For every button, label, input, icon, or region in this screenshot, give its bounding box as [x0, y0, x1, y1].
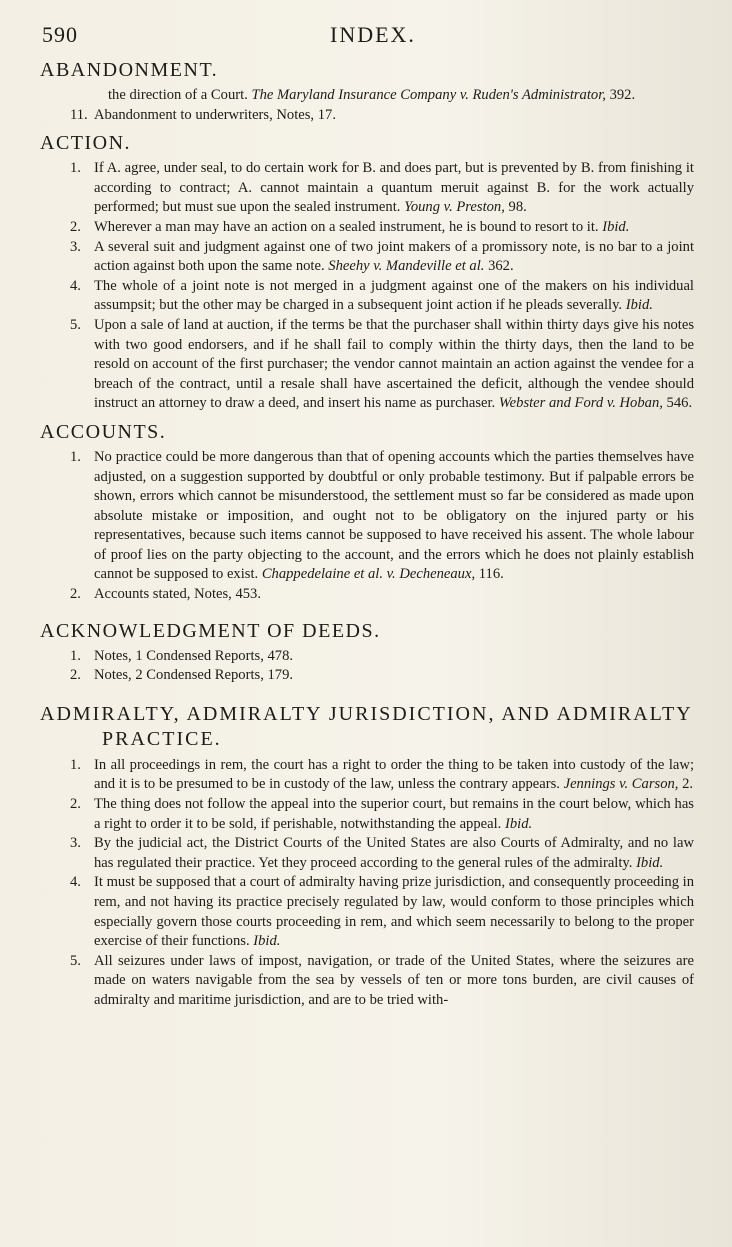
section-heading: ACTION.: [40, 132, 132, 155]
index-entry: [68, 218, 694, 238]
case-citation: Young v. Preston,: [404, 199, 505, 216]
entry-text: Abandonment to underwriters, Notes, 17.: [94, 106, 336, 123]
section-heading: [40, 702, 694, 752]
entry-number: 2.: [70, 796, 81, 813]
index-entry: [68, 106, 694, 126]
entry-text: By the judicial act, the District Courts of the United States are also Courts of Admiralty, and no law has regulated their practice. Yet they proceed according to the general rules of the admiralty.: [94, 835, 694, 871]
heading-line-2: PRACTICE.: [102, 727, 222, 750]
case-citation: Ibid.: [625, 297, 653, 314]
running-title: INDEX.: [330, 22, 416, 47]
page-ref: 362.: [488, 258, 514, 275]
index-entry: [68, 277, 694, 316]
page-ref: 546.: [666, 395, 693, 412]
entry-text: Notes, 2 Condensed Reports, 179.: [94, 667, 294, 684]
section-action: [40, 131, 694, 414]
section-abandonment: [40, 58, 694, 125]
index-entry: [68, 756, 694, 795]
index-entry: [68, 666, 694, 686]
page-ref: 116.: [478, 566, 504, 583]
continued-entry: [68, 86, 694, 106]
index-entry: [68, 795, 694, 834]
entry-number: 5.: [70, 952, 81, 969]
entry-number: 2.: [70, 218, 81, 235]
case-citation: Ibid.: [636, 854, 664, 871]
entry-text: the direction of a Court.: [108, 87, 248, 103]
running-head: [40, 18, 694, 52]
index-entry: [68, 159, 694, 218]
entry-number: 1.: [70, 160, 81, 177]
entry-text: It must be supposed that a court of admiralty having prize jurisdiction, and consequently proceeding in rem, and not having its practice precisely regulated by law, would conform to those principles which especially govern those courts proceeding in rem, and which seem necessarily to belong to the proper exercise of their functions.: [94, 874, 694, 950]
section-accounts: [40, 420, 694, 605]
entry-number: 3.: [70, 835, 81, 852]
entry-text: Notes, 1 Condensed Reports, 478.: [94, 647, 294, 664]
entry-text: The whole of a joint note is not merged in a judgment against one of the makers on his individual assumpsit; but the other may be charged in a subsequent joint action if he pleads severally.: [94, 277, 694, 314]
entry-text: Wherever a man may have an action on a sealed instrument, he is bound to resort to it.: [94, 218, 599, 235]
entry-text: A several suit and judgment against one of two joint makers of a promissory note, is no bar to a joint action against both upon the same note.: [94, 238, 694, 275]
entry-number: 2.: [70, 586, 81, 603]
index-entry: [68, 316, 694, 414]
case-citation: Sheehy v. Mandeville et al.: [328, 258, 485, 275]
entry-text: The thing does not follow the appeal into the superior court, but remains in the court below, which has a right to order it to be sold, if perishable, notwithstanding the appeal.: [94, 796, 694, 832]
case-citation: Ibid.: [504, 815, 533, 832]
entry-number: 2.: [70, 667, 81, 684]
index-entry: [68, 834, 694, 873]
section-heading: ACKNOWLEDGMENT OF DEEDS.: [40, 619, 381, 642]
index-entry: [68, 873, 694, 951]
entry-number: 4.: [70, 874, 81, 891]
entry-number: 5.: [70, 316, 81, 333]
entry-number: 1.: [70, 756, 81, 773]
page-ref: 2.: [682, 776, 694, 793]
page-ref: 98.: [508, 199, 527, 216]
entry-text: Accounts stated, Notes, 453.: [94, 586, 261, 603]
heading-line-1: ADMIRALTY, ADMIRALTY JURISDICTION, AND ADMIRALTY: [40, 702, 693, 725]
case-citation: Ibid.: [602, 218, 630, 235]
case-citation: The Maryland Insurance Company v. Ruden's Administrator,: [251, 87, 606, 103]
index-entry: [68, 238, 694, 277]
index-entry: [68, 448, 694, 585]
entry-number: 3.: [70, 238, 81, 255]
case-citation: Webster and Ford v. Hoban,: [498, 395, 663, 412]
case-citation: Jennings v. Carson,: [563, 776, 679, 793]
entry-text: No practice could be more dangerous than that of opening accounts which the parties themselves have adjusted, on a suggestion supported by doubtful or only probable testimony. But if palpable errors be shown, errors which cannot be misunderstood, the settlement must so far be considered as made upon absolute mistake or imposition, and ought not to be obligatory on the injured party or his representatives, because such items cannot be supposed to have received his assent. The whole labour of proof lies on the party objecting to the account, and the errors which he does not plainly establish cannot be supposed to exist.: [94, 448, 694, 583]
section-heading: ABANDONMENT.: [40, 59, 219, 81]
case-citation: Chappedelaine et al. v. Decheneaux,: [261, 566, 476, 583]
entry-number: 1.: [70, 647, 81, 664]
case-citation: Ibid.: [253, 933, 281, 950]
section-acknowledgment: [40, 619, 694, 686]
entry-text: If A. agree, under seal, to do certain work for B. and does part, but is prevented by B. from finishing it according to contract; A. cannot maintain a quantum meruit against B. for the work actually performed; but must sue upon the sealed instrument.: [94, 160, 694, 216]
entry-text: All seizures under laws of impost, navigation, or trade of the United States, where the seizures are made on waters navigable from the sea by vessels of ten or more tons burden, are civil causes of admiralty and maritime jurisdiction, and are to be tried with-: [94, 952, 694, 1008]
section-admiralty: [40, 702, 694, 1011]
entry-text: In all proceedings in rem, the court has a right to order the thing to be taken into custody of the law; and it is to be presumed to be in custody of the law, unless the contrary appears.: [94, 756, 694, 793]
section-heading: ACCOUNTS.: [40, 420, 167, 443]
entry-number: 4.: [70, 277, 81, 294]
index-entry: [68, 952, 694, 1011]
entry-text: Upon a sale of land at auction, if the terms be that the purchaser shall within thirty days give his notes with two good endorsers, and if he shall fail to comply within the thirty days, then the land to be resold on account of the first purchaser; the vendor cannot maintain an action against the vendee for a breach of the contract, until a resale shall have ascertained the deficit, although the vendee should instruct an attorney to draw a deed, and insert his name as purchaser.: [94, 316, 694, 412]
page-ref: 392.: [609, 87, 636, 103]
index-entry: [68, 647, 694, 667]
entry-number: 11.: [70, 106, 88, 123]
index-entry: [68, 585, 694, 605]
entry-number: 1.: [70, 448, 81, 465]
page-number: 590: [42, 22, 78, 47]
